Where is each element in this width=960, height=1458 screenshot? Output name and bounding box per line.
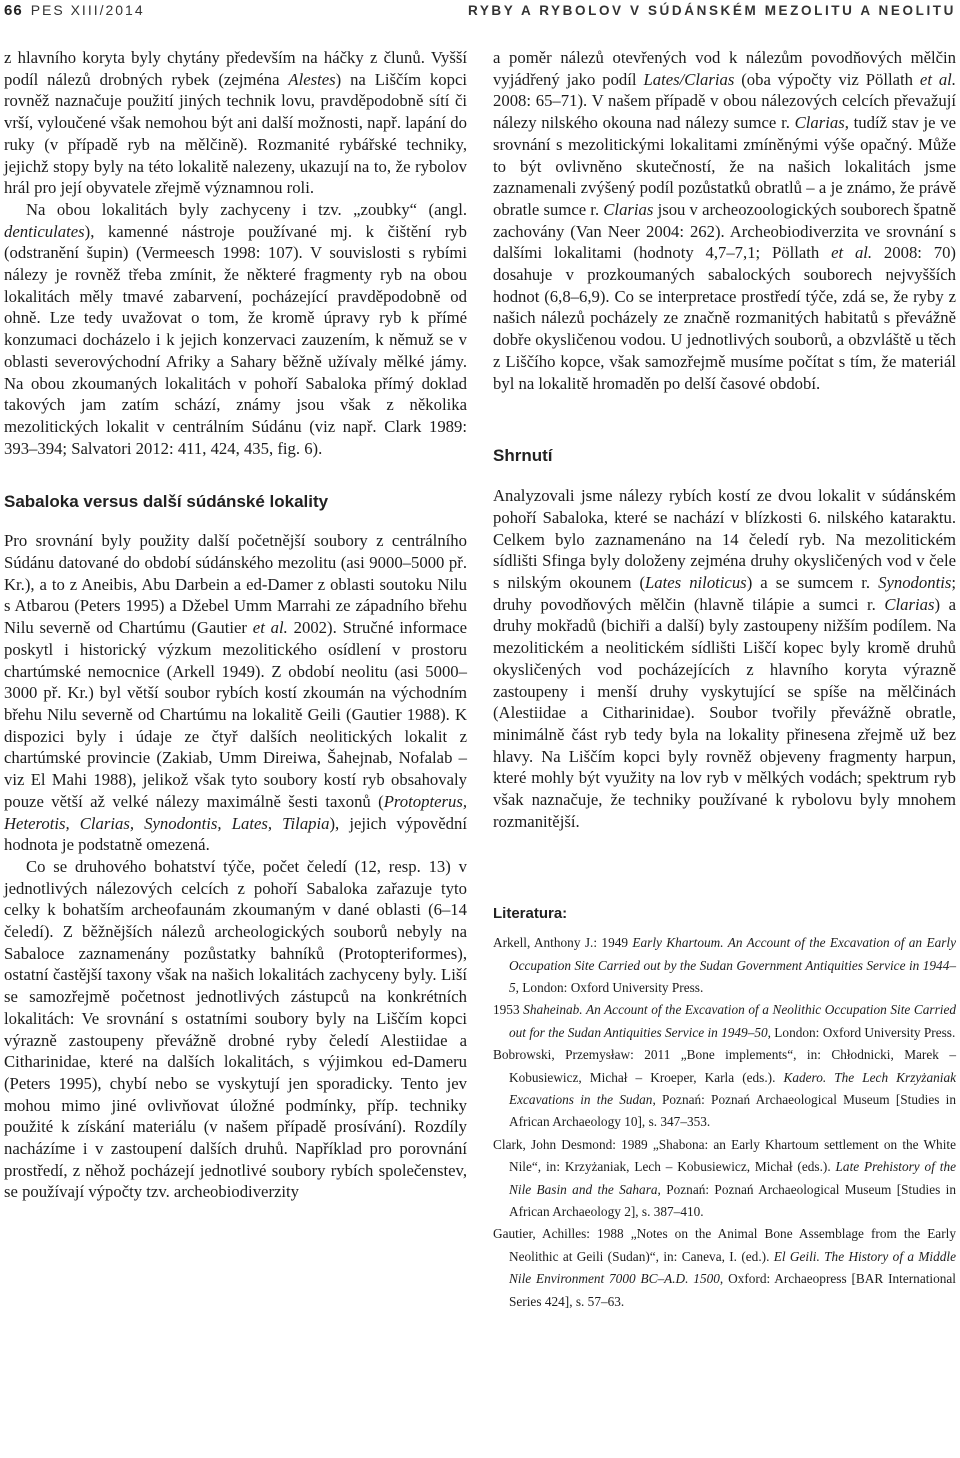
text-run: Bobrowski, Przemysław: 2011 „Bone implements“, in: Chłodnicki, Marek – Kobusiewicz, Michał – Kroeper, Karla (eds.). (493, 1047, 956, 1085)
italic-text: Kadero. The Lech Krzyżaniak Excavations in the Sudan (509, 1069, 956, 1108)
text-run: ) a druhy mokřadů (bichiři a další) byly zastoupeny nižším podílem. Na mezolitickém a neolitickém sídlišti Liščí kopec byly kromě druhů okysličených vod pocházejících z hlavního koryta výrazně zastoupeny i menší druhy vyskytující se spíše na mělčinách (Alestiidae a Citharinidae). Soubor tvořily převážně obratle, minimálně část ryb tedy byla na lokality přinesena zřejmě už bez hlavy. Na Liščím kopci byly rovněž objeveny fragmenty harpun, které mohly být využity na lov ryb v mělkých vodách; spektrum ryb však naznačuje, že techniky používané k rybolovu byly mnohem rozmanitější. (493, 594, 956, 831)
text-run: , tudíž stav je ve srovnání s mezolitickými lokalitami zmíněnými výše opačný. Může to být ovlivněno skutečností, že na našich lokalitách jsme zaznamenali zvýšený podíl pozůstatků obratlů – a je známo, že právě obratle sumce r. (493, 113, 956, 219)
reference-entry (493, 932, 956, 999)
text-run: ) na Liščím kopci rovněž naznačuje použití jiných technik lovu, pravděpodobně sítí či vrší, vyloučené však nemohou být ani další možnosti, např. lapání do ruky (v případě ryb na mělčině). Rozmanité rybářské techniky, jejichž stopy byly na této lokalitě nalezeny, ukazují na to, že rybolov hrál pro její obyvatele zřejmě významnou roli. (4, 69, 467, 198)
italic-text: Synodontis (878, 573, 952, 593)
reference-entry (493, 999, 956, 1044)
text-run: Clark, John Desmond: 1989 „Shabona: an Early Khartoum settlement on the White Nile“, in: Krzyżaniak, Lech – Kobusiewicz, Michał (eds.). (493, 1136, 956, 1175)
literature-heading: Literatura: (493, 904, 568, 922)
text-run: jsou v archeozoologických souborech špatně zachovány (Van Neer 2004: 262). Archeobiodiverzita ve srovnání s dalšími lokalitami (hodnoty 4,7–7,1; Pöllath (493, 199, 956, 263)
text-run: 1953 (493, 1002, 524, 1018)
reference-entry (493, 1044, 956, 1134)
text-run: Arkell, Anthony J.: 1949 (493, 935, 633, 951)
text-run: ), kamenné nástroje používané mj. k čištění ryb (odstranění šupin) (Vermeesch 1998: 107). V souvislosti s rybími nálezy je rovněž třeba zmínit, že některé fragmenty ryb na obou lokalitách měly tmavé zabarvení, pocházející pravděpodobně od ohně. Lze tedy uvažovat o tom, že kromě úpravy ryb k přímé konzumaci docházelo i k jejich konzervaci zauzením, k němuž se v oblasti severovýchodní Afriky a Sahary běžně užívaly mělké jámy. Na obou zkoumaných lokalitách v pohoří Sabaloka přímý doklad takových jam zatím schází, známy jsou však z několika mezolitických lokalit v centrálním Súdánu (viz např. Clark 1989: 393–394; Salvatori 2012: 411, 424, 435, fig. 6). (4, 221, 467, 458)
italic-text: et al. (919, 69, 956, 89)
italic-text: Alestes (288, 69, 336, 89)
paragraph (493, 485, 956, 832)
text-run: ) a se sumcem r. (746, 573, 879, 593)
italic-text: Clarias (603, 199, 654, 219)
italic-text: denticulates (4, 221, 85, 241)
italic-text: Late Prehistory of the Nile Basin and the Sahara (509, 1159, 956, 1197)
text-run: Analyzovali jsme nálezy rybích kostí ze dvou lokalit v súdánském pohoří Sabaloka, které se nachází v blízkosti 6. nilského kataraktu. Celkem bylo zaznamenáno na 14 čeledí ryb. Na mezolitickém sídlišti Sfinga byly doloženy zejména druhy okysličených vod v čele s nilským okounem ( (493, 486, 956, 593)
header-left (4, 2, 145, 19)
journal-name: PES XIII/2014 (30, 2, 145, 18)
italic-text: Early Khartoum. An Account of the Excavation of an Early Occupation Site Carried out by the Sudan Government Antiquities Service in 1944–5 (509, 935, 956, 996)
page-header (0, 0, 960, 22)
italic-text: Clarias (884, 594, 935, 614)
text-run: Na obou lokalitách byly zachyceny i tzv. „zoubky“ (angl. (26, 199, 467, 219)
text-run: 2008: 70) dosahuje v prozkoumaných sabalockých souborech nejvyšších hodnot (6,8–6,9). Co se interpretace prostředí týče, zdá se, že ryby z našich nálezů pocházely ze značně rozmanitých habitatů s převážně dobře okysličenou vodou. U jednotlivých souborů, a obzvláště u těch z Liščího kopce, však samozřejmě musíme počítat s tím, že materiál byl na lokalitě hromaděn po delší časové období. (493, 243, 956, 393)
paragraph (4, 856, 467, 1203)
italic-text: Shaheinab. An Account of the Excavation of a Neolithic Occupation Site Carried out for the Sudan Antiquities Service in 1949–50 (509, 1002, 956, 1040)
text-run: a poměr nálezů otevřených vod k nálezům povodňových mělčin vyjádřený jako podíl (493, 48, 956, 89)
text-run: Pro srovnání byly použity další početnější soubory z centrálního Súdánu datované do období súdánského mezolitu (asi 9000–5000 př. Kr.), a to z Aneibis, Abu Darbein a ed-Damer z oblasti soutoku Nilu s Atbarou (Peters 1995) a Džebel Umm Marrahi ze západního břehu Nilu severně od Chartúmu (Gautier (4, 531, 467, 638)
paragraph (493, 47, 956, 394)
text-run: , London: Oxford University Press. (515, 980, 704, 996)
section-heading: Sabaloka versus další súdánské lokality (4, 492, 329, 512)
italic-text: Clarias (794, 113, 845, 133)
italic-text: et al. (831, 243, 873, 263)
right-column (493, 47, 956, 1313)
text-run: , Poznań: Poznań Archaeological Museum [Studies in African Archaeology 2], s. 387–410. (509, 1181, 956, 1220)
text-run: 2002). Stručné informace poskytl i historický výzkum mezolitického osídlení v prostoru chartúmské nemocnice (Arkell 1949). Z období neolitu (asi 5000–3000 př. Kr.) byl větší soubor rybích kostí zkoumán na východním břehu Nilu severně od Chartúmu na lokalitě Geili (Gautier 1988). K dispozici byly i údaje ze čtyř dalších neolitických lokalit z chartúmské provincie (Zakiab, Umm Direiwa, Šahejnab, Nofalab – viz El Mahi 1988), jelikož však tyto soubory kostí ryb obsahovaly pouze větší až velké nálezy maximálně šesti taxonů ( (4, 618, 468, 811)
reference-entry (493, 1134, 956, 1224)
italic-text: et al. (252, 618, 288, 638)
reference-list (493, 932, 956, 1313)
paragraph (4, 47, 467, 199)
paragraph (4, 199, 467, 459)
text-run: z hlavního koryta byly chytány především na háčky z člunů. Vyšší podíl nálezů drobných rybek (zejména (4, 48, 467, 89)
text-run: ), jejich výpovědní hodnota je podstatně omezená. (4, 813, 467, 855)
italic-text: Lates niloticus (645, 573, 747, 593)
text-run: , London: Oxford University Press. (767, 1024, 956, 1040)
text-run: Gautier, Achilles: 1988 „Notes on the Animal Bone Assemblage from the Early Neolithic at Geili (Sudan)“, in: Caneva, I. (ed.). (493, 1226, 956, 1264)
reference-entry (493, 1223, 956, 1313)
italic-text: El Geili. The History of a Middle Nile Environment 7000 BC–A.D. 1500 (509, 1248, 957, 1287)
text-run: , Oxford: Archaeopress [BAR International Series 424], s. 57–63. (509, 1271, 956, 1309)
left-column (4, 47, 467, 1203)
italic-text: Lates/Clarias (643, 69, 735, 89)
page-number: 66 (4, 2, 23, 19)
paragraph (4, 530, 467, 856)
text-run: (oba výpočty viz Pöllath (734, 69, 920, 89)
text-run: 2008: 65–71). V našem případě v obou nálezových celcích převažují nálezy nilského okouna nad nálezy sumce r. (493, 91, 956, 133)
text-run: ; druhy povodňových mělčin (hlavně tilápie a sumci r. (493, 573, 956, 614)
summary-heading: Shrnutí (493, 446, 553, 466)
italic-text: Protopterus, Heterotis, Clarias, Synodontis, Lates, Tilapia (4, 791, 467, 833)
running-title: RYBY A RYBOLOV V SÚDÁNSKÉM MEZOLITU A NEOLITU (467, 3, 956, 18)
text-run: , Poznań: Poznań Archaeological Museum [Studies in African Archaeology 10], s. 347–353. (509, 1092, 957, 1130)
text-run: Co se druhového bohatství týče, počet čeledí (12, resp. 13) v jednotlivých nálezových celcích z pohoří Sabaloka zařazuje tyto celky k bohatším archeofaunám zkoumaným v dané oblasti (6–14 čeledí). Z běžnějších nálezů archeologických souborů nebyly na Sabaloce zaznamenány pozůstatky bahníků (Protopteriformes), ostatní častější taxony však na našich lokalitách zachyceny byly. Liší se samozřejmě početnost jednotlivých zástupců na konkrétních lokalitách: Ve srovnání s ostatními soubory byly na Liščím kopci výrazně zastoupeny převážně drobné ryby čeledí Alestiidae a Citharinidae, které na dalších lokalitách, s výjimkou ed-Dameru (Peters 1995), chybí nebo se vyskytují jen sporadicky. Tento jev mohou mimo jiné ovlivňovat úložné podmínky, příp. techniky použité k získání materiálu (v našem případě prosívání). Rozdíly nacházíme i v zastoupení dalších druhů. Například pro porovnání prostředí, z něhož pocházejí jednotlivé soubory rybích společenstev, se používají výpočty tzv. archeobiodiverzity (4, 856, 467, 1202)
